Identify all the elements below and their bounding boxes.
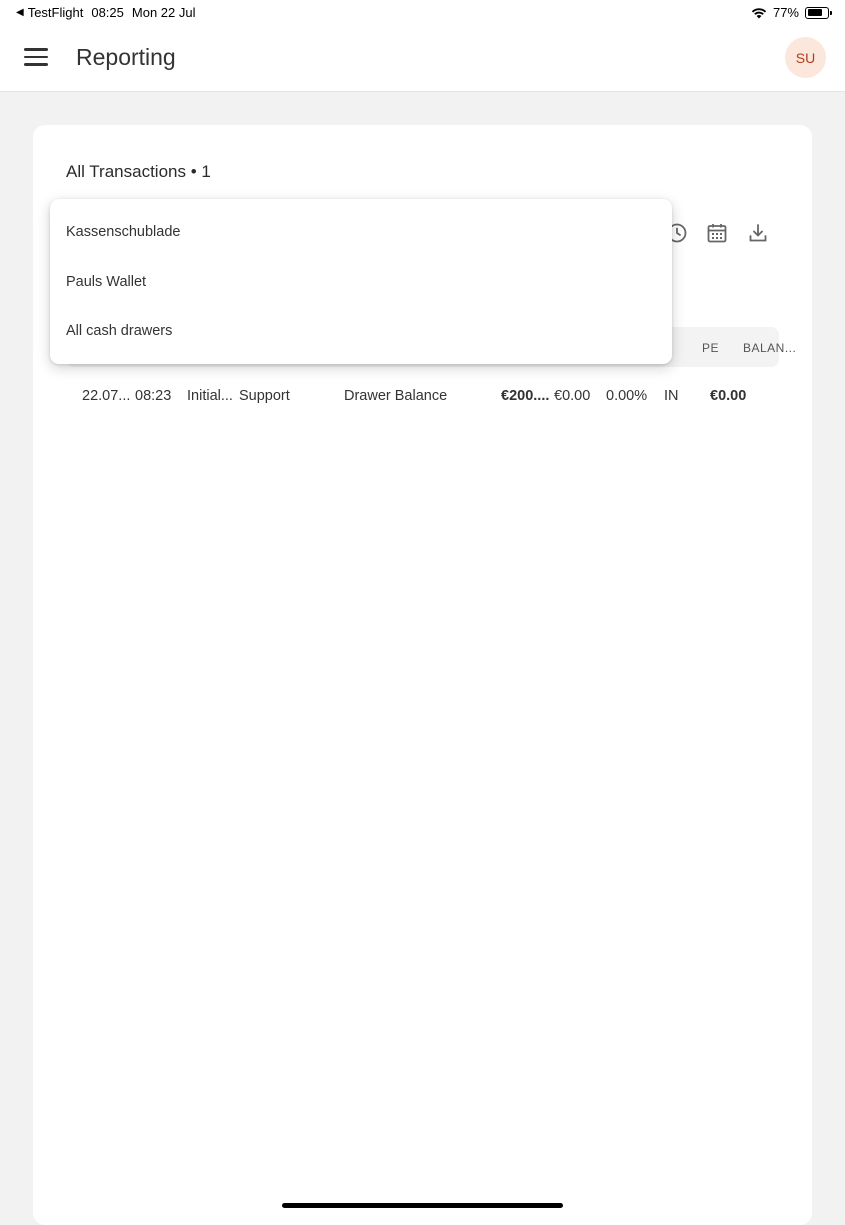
cash-drawer-dropdown-menu [50, 199, 672, 364]
cell-time: 08:23 [135, 388, 172, 404]
home-indicator[interactable] [282, 1203, 563, 1208]
back-app-label: TestFlight [27, 5, 84, 20]
back-arrow-icon: ◀ [16, 7, 24, 18]
wifi-icon [751, 7, 767, 19]
cell-description: Initial... [187, 388, 233, 404]
app-bar [0, 24, 845, 92]
cell-tax: €0.00 [554, 388, 591, 404]
dropdown-option-pauls-wallet[interactable]: Pauls Wallet [66, 273, 147, 290]
status-bar-right [751, 5, 829, 20]
download-icon[interactable] [746, 221, 770, 245]
cell-balance: €0.00 [710, 388, 747, 404]
status-bar [0, 0, 845, 24]
cell-rate: 0.00% [606, 388, 648, 404]
battery-icon [805, 7, 829, 19]
table-row[interactable] [66, 377, 779, 413]
cell-date: 22.07... [82, 388, 131, 404]
status-date: Mon 22 Jul [131, 5, 196, 20]
cell-drawer: Drawer Balance [344, 388, 448, 404]
cell-user: Support [239, 388, 290, 404]
dropdown-option-kassenschublade[interactable]: Kassenschublade [66, 224, 181, 240]
back-to-app-link[interactable] [16, 5, 83, 20]
page-title: Reporting [76, 44, 176, 70]
hamburger-menu-icon[interactable] [24, 48, 50, 68]
battery-percentage: 77% [772, 5, 799, 20]
dropdown-option-all-cash-drawers[interactable]: All cash drawers [66, 323, 173, 339]
column-header-balance[interactable]: BALAN... [743, 341, 797, 355]
status-bar-left [16, 5, 195, 20]
cell-type: IN [664, 388, 679, 404]
card-title: All Transactions • 1 [66, 162, 211, 181]
column-header-type[interactable]: PE [702, 341, 720, 355]
avatar[interactable]: SU [785, 37, 826, 78]
cell-amount: €200.... [501, 388, 550, 404]
calendar-icon[interactable] [705, 221, 729, 245]
status-time: 08:25 [91, 5, 124, 20]
